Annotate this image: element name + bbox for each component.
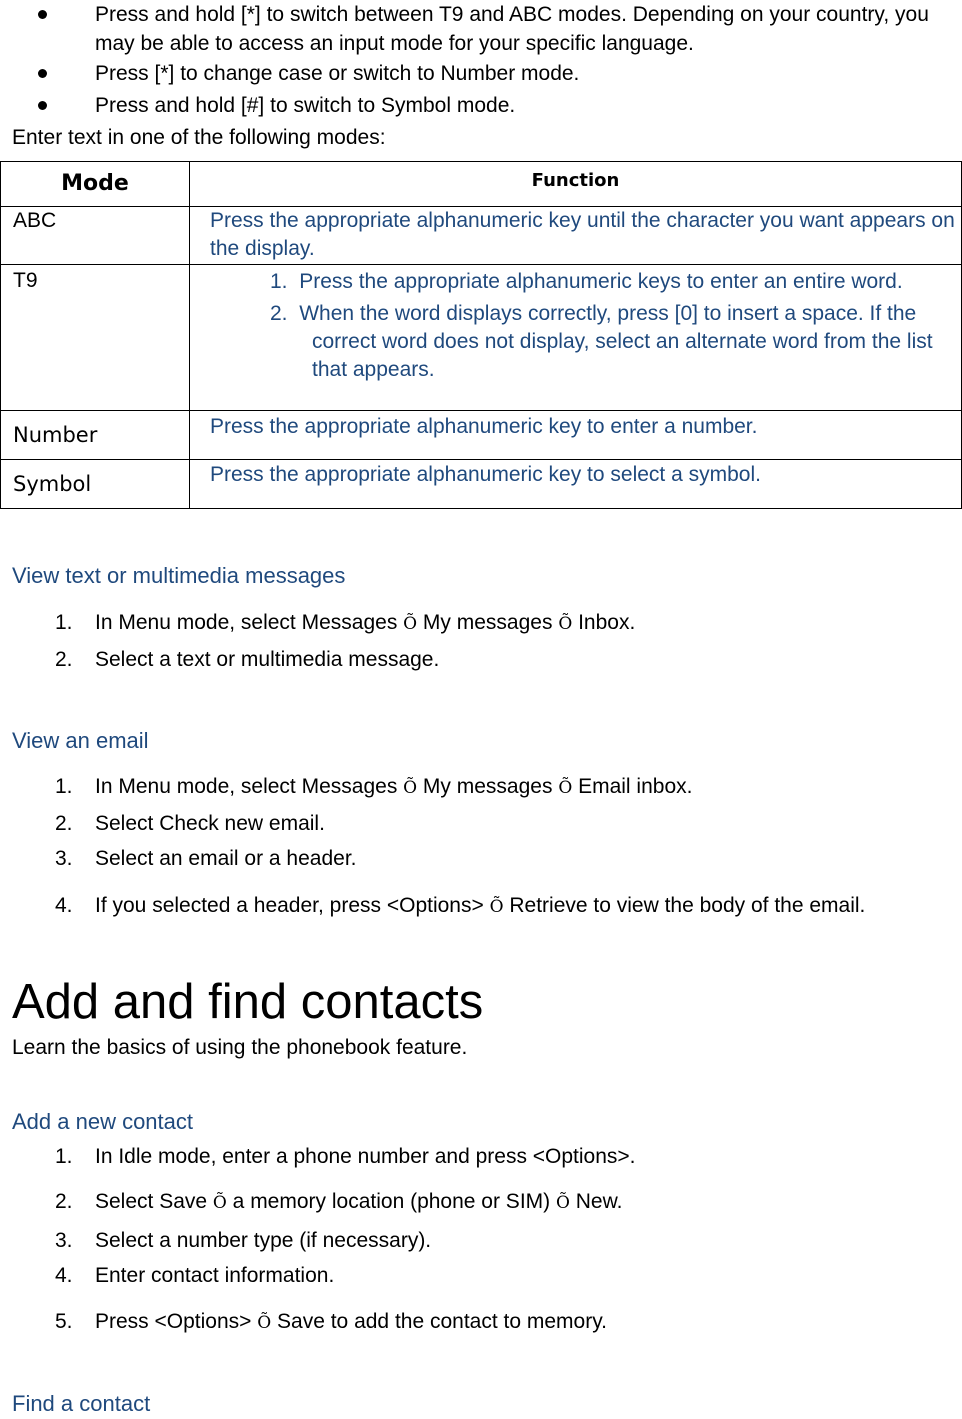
step-number: 4. [55, 894, 73, 917]
function-cell: Press the appropriate alphanumeric key to select a symbol. [190, 460, 962, 509]
bullet-dot-icon [38, 101, 47, 110]
mode-cell: Number [1, 411, 190, 460]
table-row [1, 411, 962, 460]
bullet-text: Press and hold [*] to switch between T9 and ABC modes. Depending on your country, you may be able to access an input mode for your specific language. [95, 3, 929, 55]
mode-cell: Symbol [1, 460, 190, 509]
function-cell: Press the appropriate alphanumeric key until the character you want appears on the display. [190, 207, 962, 265]
step-text: Select a number type (if necessary). [95, 1229, 432, 1252]
step-text: When the word displays correctly, press [0] to insert a space. If the correct word does not display, select an alternate word from the list that appears. [299, 302, 933, 381]
arrow-icon: Õ [257, 1313, 272, 1333]
step-text: Press <Options> Õ Save to add the contact to memory. [95, 1310, 607, 1333]
input-modes-table [0, 161, 962, 509]
step-text: In Menu mode, select Messages Õ My messages Õ Inbox. [95, 611, 636, 634]
function-cell: Press the appropriate alphanumeric key to enter a number. [190, 411, 962, 460]
intro-text: Enter text in one of the following modes: [12, 126, 386, 149]
step-number: 5. [55, 1310, 73, 1333]
step-number: 1. [270, 270, 288, 293]
arrow-icon: Õ [558, 614, 573, 634]
mode-cell: T9 [1, 265, 190, 411]
bullet-text: Press [*] to change case or switch to Number mode. [95, 62, 580, 85]
step-text: Press the appropriate alphanumeric keys to enter an entire word. [299, 270, 903, 293]
table-row [1, 460, 962, 509]
t9-steps-list [210, 268, 961, 384]
step-number: 3. [55, 847, 73, 870]
step-number: 3. [55, 1229, 73, 1252]
column-header-function: Function [190, 162, 962, 207]
function-cell [190, 265, 962, 411]
table-row [1, 207, 962, 265]
step-text: In Idle mode, enter a phone number and press <Options>. [95, 1145, 636, 1168]
step-text: If you selected a header, press <Options> Õ Retrieve to view the body of the email. [95, 894, 866, 917]
bullet-text: Press and hold [#] to switch to Symbol mode. [95, 94, 516, 117]
column-header-mode: Mode [1, 162, 190, 207]
section-heading-view-email: View an email [12, 728, 149, 753]
bullet-dot-icon [38, 10, 47, 19]
step-text: Select a text or multimedia message. [95, 648, 440, 671]
arrow-icon: Õ [555, 1193, 570, 1213]
step-text: Enter contact information. [95, 1264, 335, 1287]
step-number: 2. [55, 648, 73, 671]
step-number: 1. [55, 1145, 73, 1168]
step-number: 2. [55, 812, 73, 835]
list-item [210, 268, 961, 296]
arrow-icon: Õ [403, 614, 418, 634]
step-text: Select Check new email. [95, 812, 325, 835]
arrow-icon: Õ [489, 897, 504, 917]
arrow-icon: Õ [403, 778, 418, 798]
mode-cell: ABC [1, 207, 190, 265]
bullet-dot-icon [38, 69, 47, 78]
step-text: Select Save Õ a memory location (phone or SIM) Õ New. [95, 1190, 623, 1213]
section-heading-find-contact: Find a contact [12, 1391, 151, 1416]
list-item [210, 300, 961, 384]
table-header-row [1, 162, 962, 207]
section-heading-add-contact: Add a new contact [12, 1109, 194, 1134]
table-row [1, 265, 962, 411]
arrow-icon: Õ [212, 1193, 227, 1213]
section-heading-view-messages: View text or multimedia messages [12, 563, 346, 588]
step-text: In Menu mode, select Messages Õ My messages Õ Email inbox. [95, 775, 693, 798]
section-subtitle: Learn the basics of using the phonebook feature. [12, 1036, 468, 1059]
step-number: 4. [55, 1264, 73, 1287]
step-number: 1. [55, 775, 73, 798]
arrow-icon: Õ [558, 778, 573, 798]
step-number: 2. [55, 1190, 73, 1213]
step-number: 2. [270, 302, 288, 325]
page-title: Add and find contacts [12, 975, 484, 1029]
step-number: 1. [55, 611, 73, 634]
step-text: Select an email or a header. [95, 847, 357, 870]
